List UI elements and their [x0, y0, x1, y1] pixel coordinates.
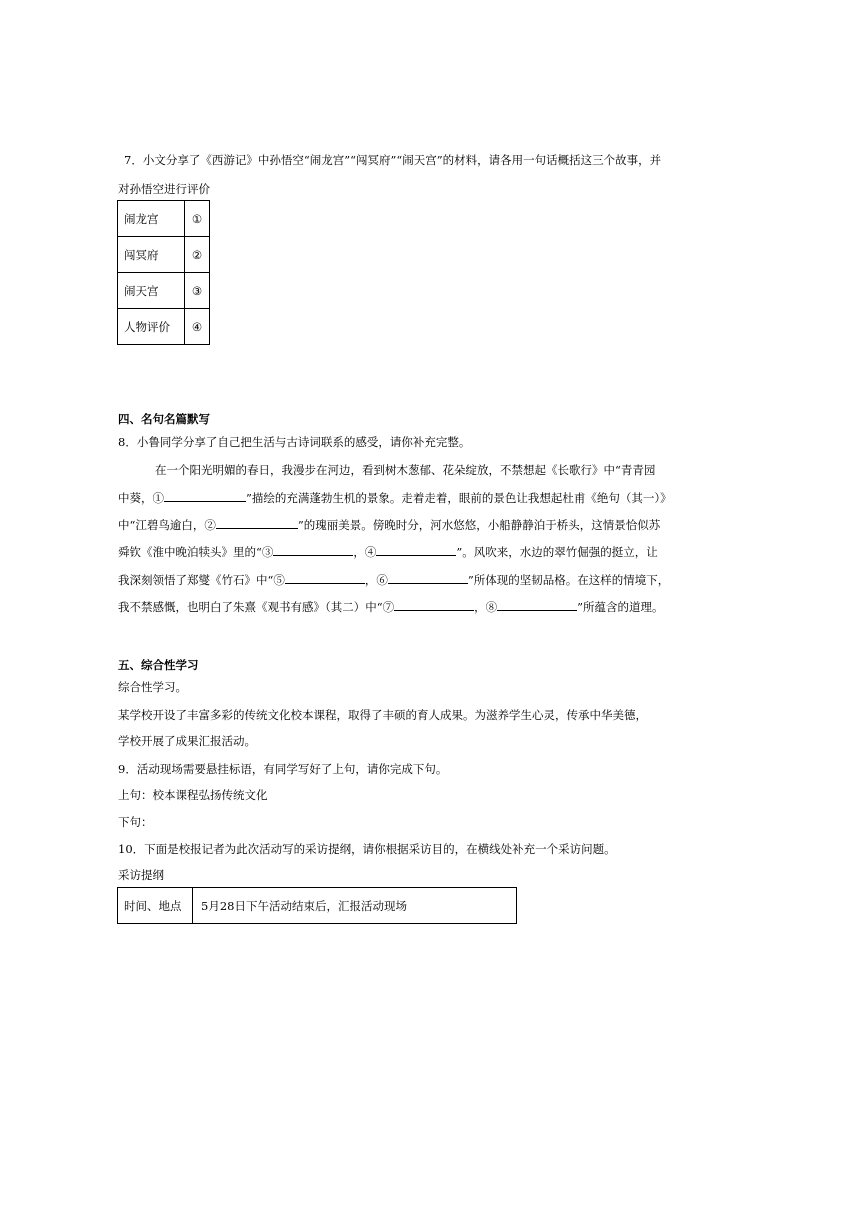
- q7-table: [117, 200, 210, 345]
- q8-paragraph-line: [155, 462, 655, 478]
- answer-blank-8[interactable]: [497, 598, 577, 611]
- q8-text: 中葵，①: [118, 491, 164, 505]
- answer-blank-4[interactable]: [376, 543, 456, 556]
- section4-heading: 四、名句名篇默写: [118, 412, 210, 426]
- answer-blank-3[interactable]: [273, 543, 353, 556]
- table-row: [118, 273, 210, 309]
- section5-subtitle: 综合性学习。: [118, 680, 187, 694]
- q8-paragraph-line: [118, 543, 658, 560]
- q9-lower-line: 下句：: [118, 815, 153, 829]
- outline-row-label: 时间、地点: [118, 888, 193, 924]
- answer-blank-2[interactable]: [216, 516, 298, 529]
- q8-text: 在一个阳光明媚的春日，我漫步在河边，看到树木葱郁、花朵绽放，不禁想起《长歌行》中“青青园: [155, 463, 656, 477]
- q8-paragraph-line: [118, 571, 669, 588]
- q8-paragraph-line: [118, 489, 672, 506]
- section5-intro-line1: 某学校开设了丰富多彩的传统文化校本课程，取得了丰硕的育人成果。为滋养学生心灵，传承中华美德，: [118, 708, 647, 722]
- q8-text: ，⑧: [474, 600, 498, 614]
- q8-paragraph-line: [118, 516, 660, 533]
- answer-blank-5[interactable]: [285, 571, 365, 584]
- interview-outline-title: 采访提纲: [118, 868, 164, 882]
- q7-row-label: 闹天宫: [118, 273, 185, 309]
- table-row: [118, 237, 210, 273]
- answer-blank-6[interactable]: [388, 571, 468, 584]
- q9-prompt: 9．活动现场需要悬挂标语，有同学写好了上句，请你完成下句。: [118, 762, 448, 776]
- q7-row-label: 人物评价: [118, 309, 185, 345]
- table-row: [118, 201, 210, 237]
- section5-intro-line2: 学校开展了成果汇报活动。: [118, 734, 256, 748]
- q7-row-mark: ②: [185, 237, 210, 273]
- answer-blank-7[interactable]: [394, 598, 474, 611]
- q8-text: ，④: [353, 545, 377, 559]
- table-row: [118, 888, 517, 924]
- q7-row-mark: ④: [185, 309, 210, 345]
- q8-text: 我不禁感慨，也明白了朱熹《观书有感》（其二）中“⑦: [118, 600, 395, 614]
- q7-row-mark: ①: [185, 201, 210, 237]
- q7-prompt-line1: 7．小文分享了《西游记》中孙悟空“闹龙宫”“闯冥府”“闹天宫”的材料，请各用一句话概括这三个故事，并: [124, 153, 662, 167]
- section5-heading: 五、综合性学习: [118, 658, 199, 672]
- q8-text: ”所蕴含的道理。: [577, 600, 664, 614]
- q8-text: ”描绘的充满蓬勃生机的景象。走着走着，眼前的景色让我想起杜甫《绝句（其一）》: [246, 491, 672, 505]
- q7-row-mark: ③: [185, 273, 210, 309]
- q9-upper-line: 上句：校本课程弘扬传统文化: [118, 788, 268, 802]
- outline-row-value: 5月28日下午活动结束后，汇报活动现场: [193, 888, 517, 924]
- q7-prompt-line2: 对孙悟空进行评价: [118, 182, 210, 196]
- q7-row-label: 闯冥府: [118, 237, 185, 273]
- q8-text: ”。风吹来，水边的翠竹倔强的挺立，让: [456, 545, 658, 559]
- q8-text: 舜钦《淮中晚泊犊头》里的“③: [118, 545, 274, 559]
- q8-intro: 8．小鲁同学分享了自己把生活与古诗词联系的感受，请你补充完整。: [118, 435, 471, 449]
- answer-blank-1[interactable]: [164, 489, 246, 502]
- table-row: [118, 309, 210, 345]
- q8-text: 中“江碧鸟逾白，②: [118, 518, 216, 532]
- q8-text: ”的瑰丽美景。傍晚时分，河水悠悠，小船静静泊于桥头，这情景恰似苏: [297, 518, 661, 532]
- q10-prompt: 10．下面是校报记者为此次活动写的采访提纲，请你根据采访目的，在横线处补充一个采访问题。: [118, 842, 616, 856]
- q8-text: 我深刻领悟了郑燮《竹石》中“⑤: [118, 573, 285, 587]
- interview-outline-table: [117, 887, 517, 924]
- q8-paragraph-line: [118, 598, 664, 615]
- q7-row-label: 闹龙宫: [118, 201, 185, 237]
- q8-text: ”所体现的坚韧品格。在这样的情境下，: [467, 573, 670, 587]
- q8-text: ，⑥: [364, 573, 388, 587]
